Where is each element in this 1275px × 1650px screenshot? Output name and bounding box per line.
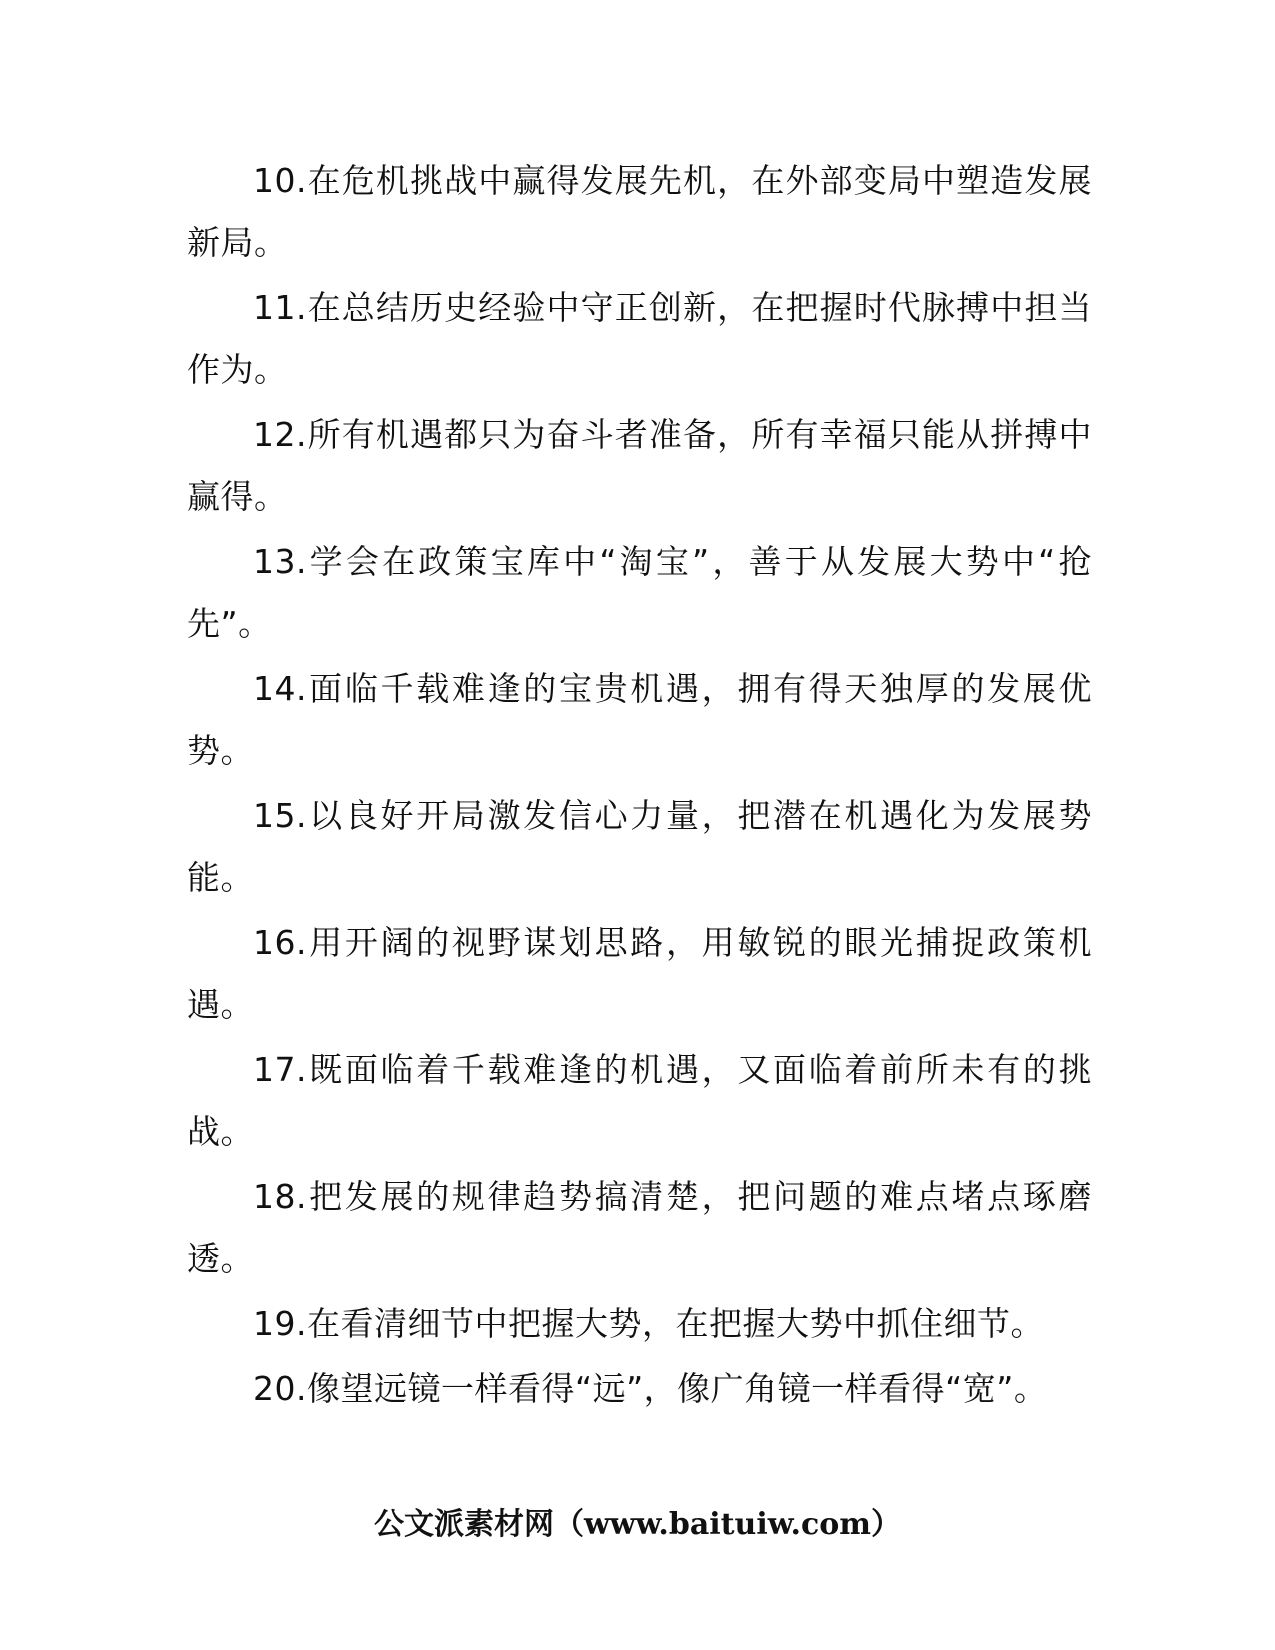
list-item-11: 11.在总结历史经验中守正创新，在把握时代脉搏中担当作为。 [187, 288, 1092, 389]
list-item-14: 14.面临千载难逢的宝贵机遇，拥有得天独厚的发展优势。 [187, 669, 1092, 770]
list-item-13: 13.学会在政策宝库中“淘宝”，善于从发展大势中“抢先”。 [187, 542, 1092, 643]
list-item-19: 19.在看清细节中把握大势，在把握大势中抓住细节。 [253, 1304, 1044, 1343]
document-body [187, 150, 1092, 1423]
page-footer-watermark: 公文派素材网（www.baituiw.com） [373, 1507, 902, 1542]
list-item-12: 12.所有机遇都只为奋斗者准备，所有幸福只能从拼搏中赢得。 [187, 415, 1092, 516]
list-item-20: 20.像望远镜一样看得“远”，像广角镜一样看得“宽”。 [253, 1369, 1048, 1408]
list-item-17: 17.既面临着千载难逢的机遇，又面临着前所未有的挑战。 [187, 1050, 1092, 1151]
list-item-15: 15.以良好开局激发信心力量，把潜在机遇化为发展势能。 [187, 796, 1092, 897]
list-item-10: 10.在危机挑战中赢得发展先机，在外部变局中塑造发展新局。 [187, 161, 1092, 262]
list-item-18: 18.把发展的规律趋势搞清楚，把问题的难点堵点琢磨透。 [187, 1177, 1092, 1278]
list-item-16: 16.用开阔的视野谋划思路，用敏锐的眼光捕捉政策机遇。 [187, 923, 1092, 1024]
